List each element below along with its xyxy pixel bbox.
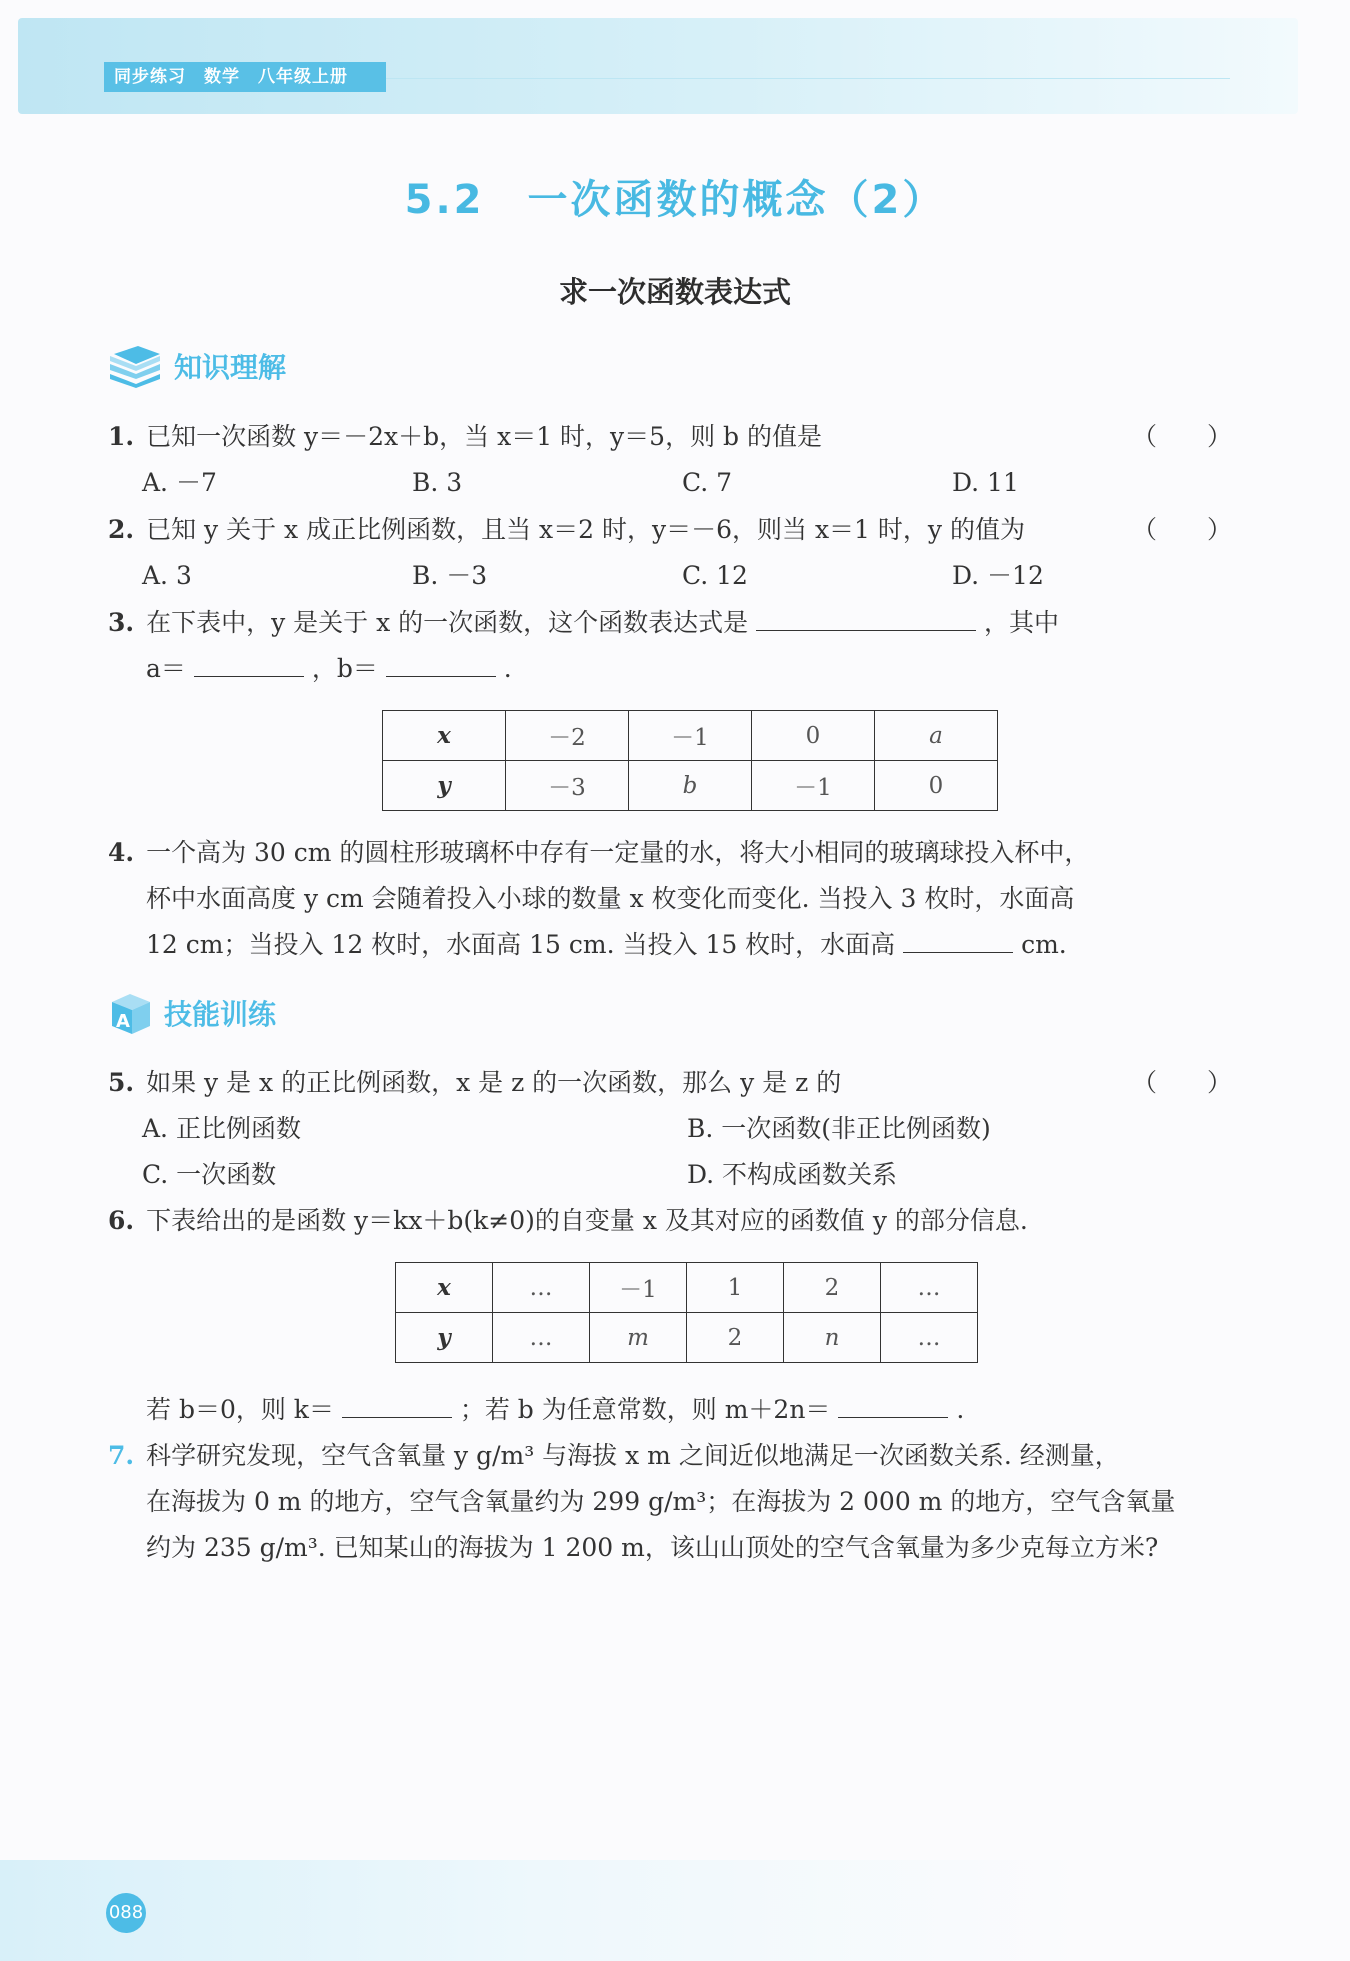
answer-paren: （ ） [1131, 1068, 1232, 1097]
question-5-options-row-2 [142, 1152, 1232, 1198]
question-number: 2. [108, 515, 135, 544]
answer-blank[interactable] [756, 600, 976, 631]
question-number: 6. [108, 1206, 135, 1235]
table-cell: －1 [629, 711, 752, 761]
section-skills [106, 990, 276, 1036]
page-subtitle: 求一次函数表达式 [558, 275, 791, 309]
option-d: D. 不构成函数关系 [687, 1160, 898, 1189]
question-text: . [956, 1395, 965, 1424]
question-1-options [142, 460, 1232, 506]
answer-blank[interactable] [903, 922, 1013, 953]
question-7-line-3 [146, 1525, 1232, 1571]
option-b: B. －3 [412, 561, 488, 590]
svg-text:A: A [116, 1011, 130, 1032]
answer-paren: （ ） [1131, 422, 1232, 451]
table-cell: … [881, 1263, 978, 1313]
question-text: . [503, 654, 512, 683]
option-c: C. 12 [682, 561, 748, 590]
question-number: 5. [108, 1068, 135, 1097]
section-knowledge-label: 知识理解 [174, 351, 287, 384]
question-number: 4. [108, 838, 135, 867]
section-knowledge [106, 344, 286, 388]
table-cell: x [383, 711, 506, 761]
question-6 [108, 1198, 1232, 1244]
option-a: A. 3 [142, 561, 192, 590]
table-cell: m [590, 1313, 687, 1363]
table-cell: … [881, 1313, 978, 1363]
question-number: 1. [108, 422, 135, 451]
question-text: 已知 y 关于 x 成正比例函数，且当 x＝2 时，y＝－6，则当 x＝1 时，y 的值为 [146, 515, 1025, 544]
table-cell: 1 [687, 1263, 784, 1313]
question-text: a＝ [146, 654, 186, 683]
table-cell: 0 [752, 711, 875, 761]
question-text: 下表给出的是函数 y＝kx＋b(k≠0)的自变量 x 及其对应的函数值 y 的部分信息. [146, 1206, 1028, 1235]
question-4-line-2 [146, 876, 1232, 922]
table-cell: y [383, 761, 506, 811]
question-7-line-2 [146, 1479, 1232, 1525]
question-text: 已知一次函数 y＝－2x＋b，当 x＝1 时，y＝5，则 b 的值是 [146, 422, 822, 451]
books-icon [106, 344, 164, 388]
table-cell: －3 [506, 761, 629, 811]
question-text: 若 b＝0，则 k＝ [146, 1395, 334, 1424]
table-row-x [383, 711, 998, 761]
cube-a-icon [106, 990, 154, 1036]
table-cell: y [396, 1313, 493, 1363]
question-2 [108, 507, 1232, 553]
question-7 [108, 1433, 1232, 1479]
question-number: 3. [108, 608, 135, 637]
question-text: 在下表中，y 是关于 x 的一次函数，这个函数表达式是 [146, 608, 749, 637]
question-6-followup [146, 1387, 1232, 1433]
option-a: A. －7 [142, 468, 217, 497]
answer-blank-k[interactable] [342, 1387, 452, 1418]
option-d: D. －12 [952, 561, 1044, 590]
question-text: cm. [1021, 930, 1067, 959]
page-title: 5.2 一次函数的概念（2） [404, 177, 946, 223]
table-cell: 2 [784, 1263, 881, 1313]
option-a: A. 正比例函数 [142, 1114, 301, 1143]
question-number: 7. [108, 1441, 135, 1470]
option-c: C. 一次函数 [142, 1160, 277, 1189]
option-b: B. 一次函数(非正比例函数) [687, 1114, 991, 1143]
table-cell: 2 [687, 1313, 784, 1363]
question-text: 杯中水面高度 y cm 会随着投入小球的数量 x 枚变化而变化. 当投入 3 枚时，水面高 [146, 884, 1075, 913]
question-text: ，其中 [984, 608, 1060, 637]
table-cell: … [493, 1263, 590, 1313]
question-1 [108, 414, 1232, 460]
section-skills-label: 技能训练 [164, 998, 277, 1031]
question-4-line-3 [146, 922, 1232, 968]
table-cell: n [784, 1313, 881, 1363]
table-q3 [382, 710, 998, 811]
question-text: 12 cm；当投入 12 枚时，水面高 15 cm. 当投入 15 枚时，水面高 [146, 930, 896, 959]
table-cell: －2 [506, 711, 629, 761]
answer-blank-b[interactable] [386, 646, 496, 677]
table-cell: a [875, 711, 998, 761]
footer-band [0, 1860, 1350, 1961]
question-3-line-2 [146, 646, 1232, 692]
question-text: 科学研究发现，空气含氧量 y g/m³ 与海拔 x m 之间近似地满足一次函数关系. 经测量， [146, 1441, 1120, 1470]
question-text: 约为 235 g/m³. 已知某山的海拔为 1 200 m，该山山顶处的空气含氧量为多少克每立方米? [146, 1533, 1159, 1562]
question-text: 如果 y 是 x 的正比例函数，x 是 z 的一次函数，那么 y 是 z 的 [146, 1068, 842, 1097]
page-number: 088 [106, 1893, 146, 1933]
question-5-options-row-1 [142, 1106, 1232, 1152]
table-row-y [396, 1313, 978, 1363]
question-text: ；若 b 为任意常数，则 m＋2n＝ [459, 1395, 831, 1424]
table-cell: －1 [752, 761, 875, 811]
option-b: B. 3 [412, 468, 463, 497]
question-4 [108, 830, 1232, 876]
table-row-x [396, 1263, 978, 1313]
option-d: D. 11 [952, 468, 1019, 497]
header-tag: 同步练习 数学 八年级上册 [104, 62, 386, 92]
table-q6 [395, 1262, 978, 1363]
answer-blank-a[interactable] [194, 646, 304, 677]
answer-blank-m2n[interactable] [838, 1387, 948, 1418]
question-2-options [142, 553, 1232, 599]
table-row-y [383, 761, 998, 811]
table-cell: －1 [590, 1263, 687, 1313]
table-cell: … [493, 1313, 590, 1363]
answer-paren: （ ） [1131, 515, 1232, 544]
question-3 [108, 600, 1232, 646]
question-text: ，b＝ [311, 654, 378, 683]
option-c: C. 7 [682, 468, 733, 497]
table-cell: b [629, 761, 752, 811]
table-cell: x [396, 1263, 493, 1313]
question-text: 一个高为 30 cm 的圆柱形玻璃杯中存有一定量的水，将大小相同的玻璃球投入杯中， [146, 838, 1090, 867]
header-rule [386, 78, 1230, 79]
table-cell: 0 [875, 761, 998, 811]
question-5 [108, 1060, 1232, 1106]
question-text: 在海拔为 0 m 的地方，空气含氧量约为 299 g/m³；在海拔为 2 000 m 的地方，空气含氧量 [146, 1487, 1176, 1516]
